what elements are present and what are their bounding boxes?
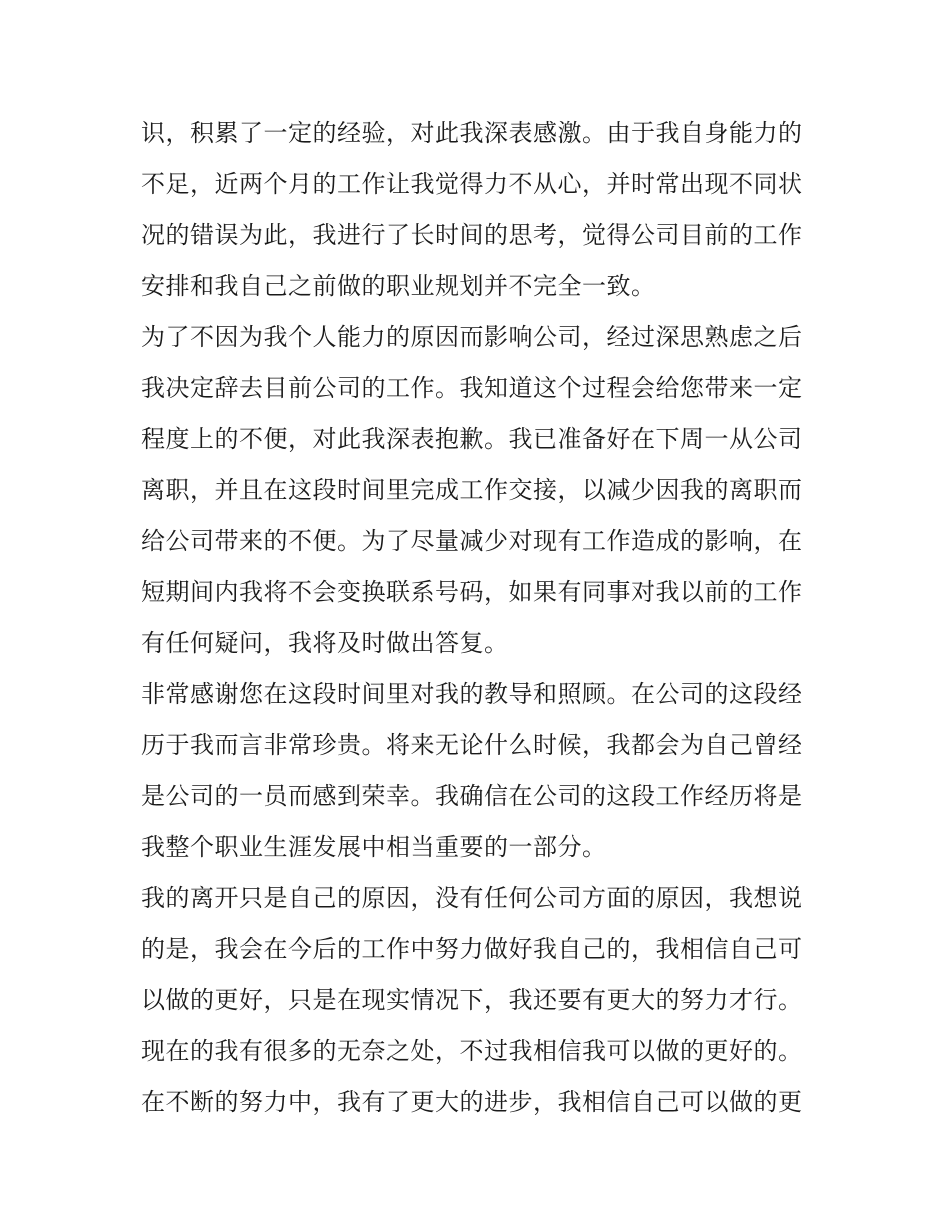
text-line: 现在的我有很多的无奈之处，不过我相信我可以做的更好的。 [141, 1037, 803, 1065]
text-line: 在不断的努力中，我有了更大的进步，我相信自己可以做的更 [141, 1088, 803, 1116]
text-line: 是公司的一员而感到荣幸。我确信在公司的这段工作经历将是 [141, 782, 803, 810]
letter-body [141, 108, 821, 1128]
text-line: 我整个职业生涯发展中相当重要的一部分。 [141, 833, 607, 861]
text-line: 识，积累了一定的经验，对此我深表感激。由于我自身能力的 [141, 119, 803, 147]
text-line: 程度上的不便，对此我深表抱歉。我已准备好在下周一从公司 [141, 425, 803, 453]
text-line: 给公司带来的不便。为了尽量减少对现有工作造成的影响，在 [141, 527, 803, 555]
text-line: 离职，并且在这段时间里完成工作交接，以减少因我的离职而 [141, 476, 803, 504]
text-line: 以做的更好，只是在现实情况下，我还要有更大的努力才行。 [141, 986, 803, 1014]
text-line: 我决定辞去目前公司的工作。我知道这个过程会给您带来一定 [141, 374, 803, 402]
text-line: 有任何疑问，我将及时做出答复。 [141, 629, 509, 657]
text-line: 我的离开只是自己的原因，没有任何公司方面的原因，我想说 [141, 884, 803, 912]
text-line: 不足，近两个月的工作让我觉得力不从心，并时常出现不同状 [141, 170, 803, 198]
text-line: 非常感谢您在这段时间里对我的教导和照顾。在公司的这段经 [141, 680, 803, 708]
text-line: 为了不因为我个人能力的原因而影响公司，经过深思熟虑之后 [141, 323, 803, 351]
text-line: 历于我而言非常珍贵。将来无论什么时候，我都会为自己曾经 [141, 731, 803, 759]
text-line: 况的错误为此，我进行了长时间的思考，觉得公司目前的工作 [141, 221, 803, 249]
text-line: 安排和我自己之前做的职业规划并不完全一致。 [141, 272, 656, 300]
text-line: 短期间内我将不会变换联系号码，如果有同事对我以前的工作 [141, 578, 803, 606]
text-line: 的是，我会在今后的工作中努力做好我自己的，我相信自己可 [141, 935, 803, 963]
